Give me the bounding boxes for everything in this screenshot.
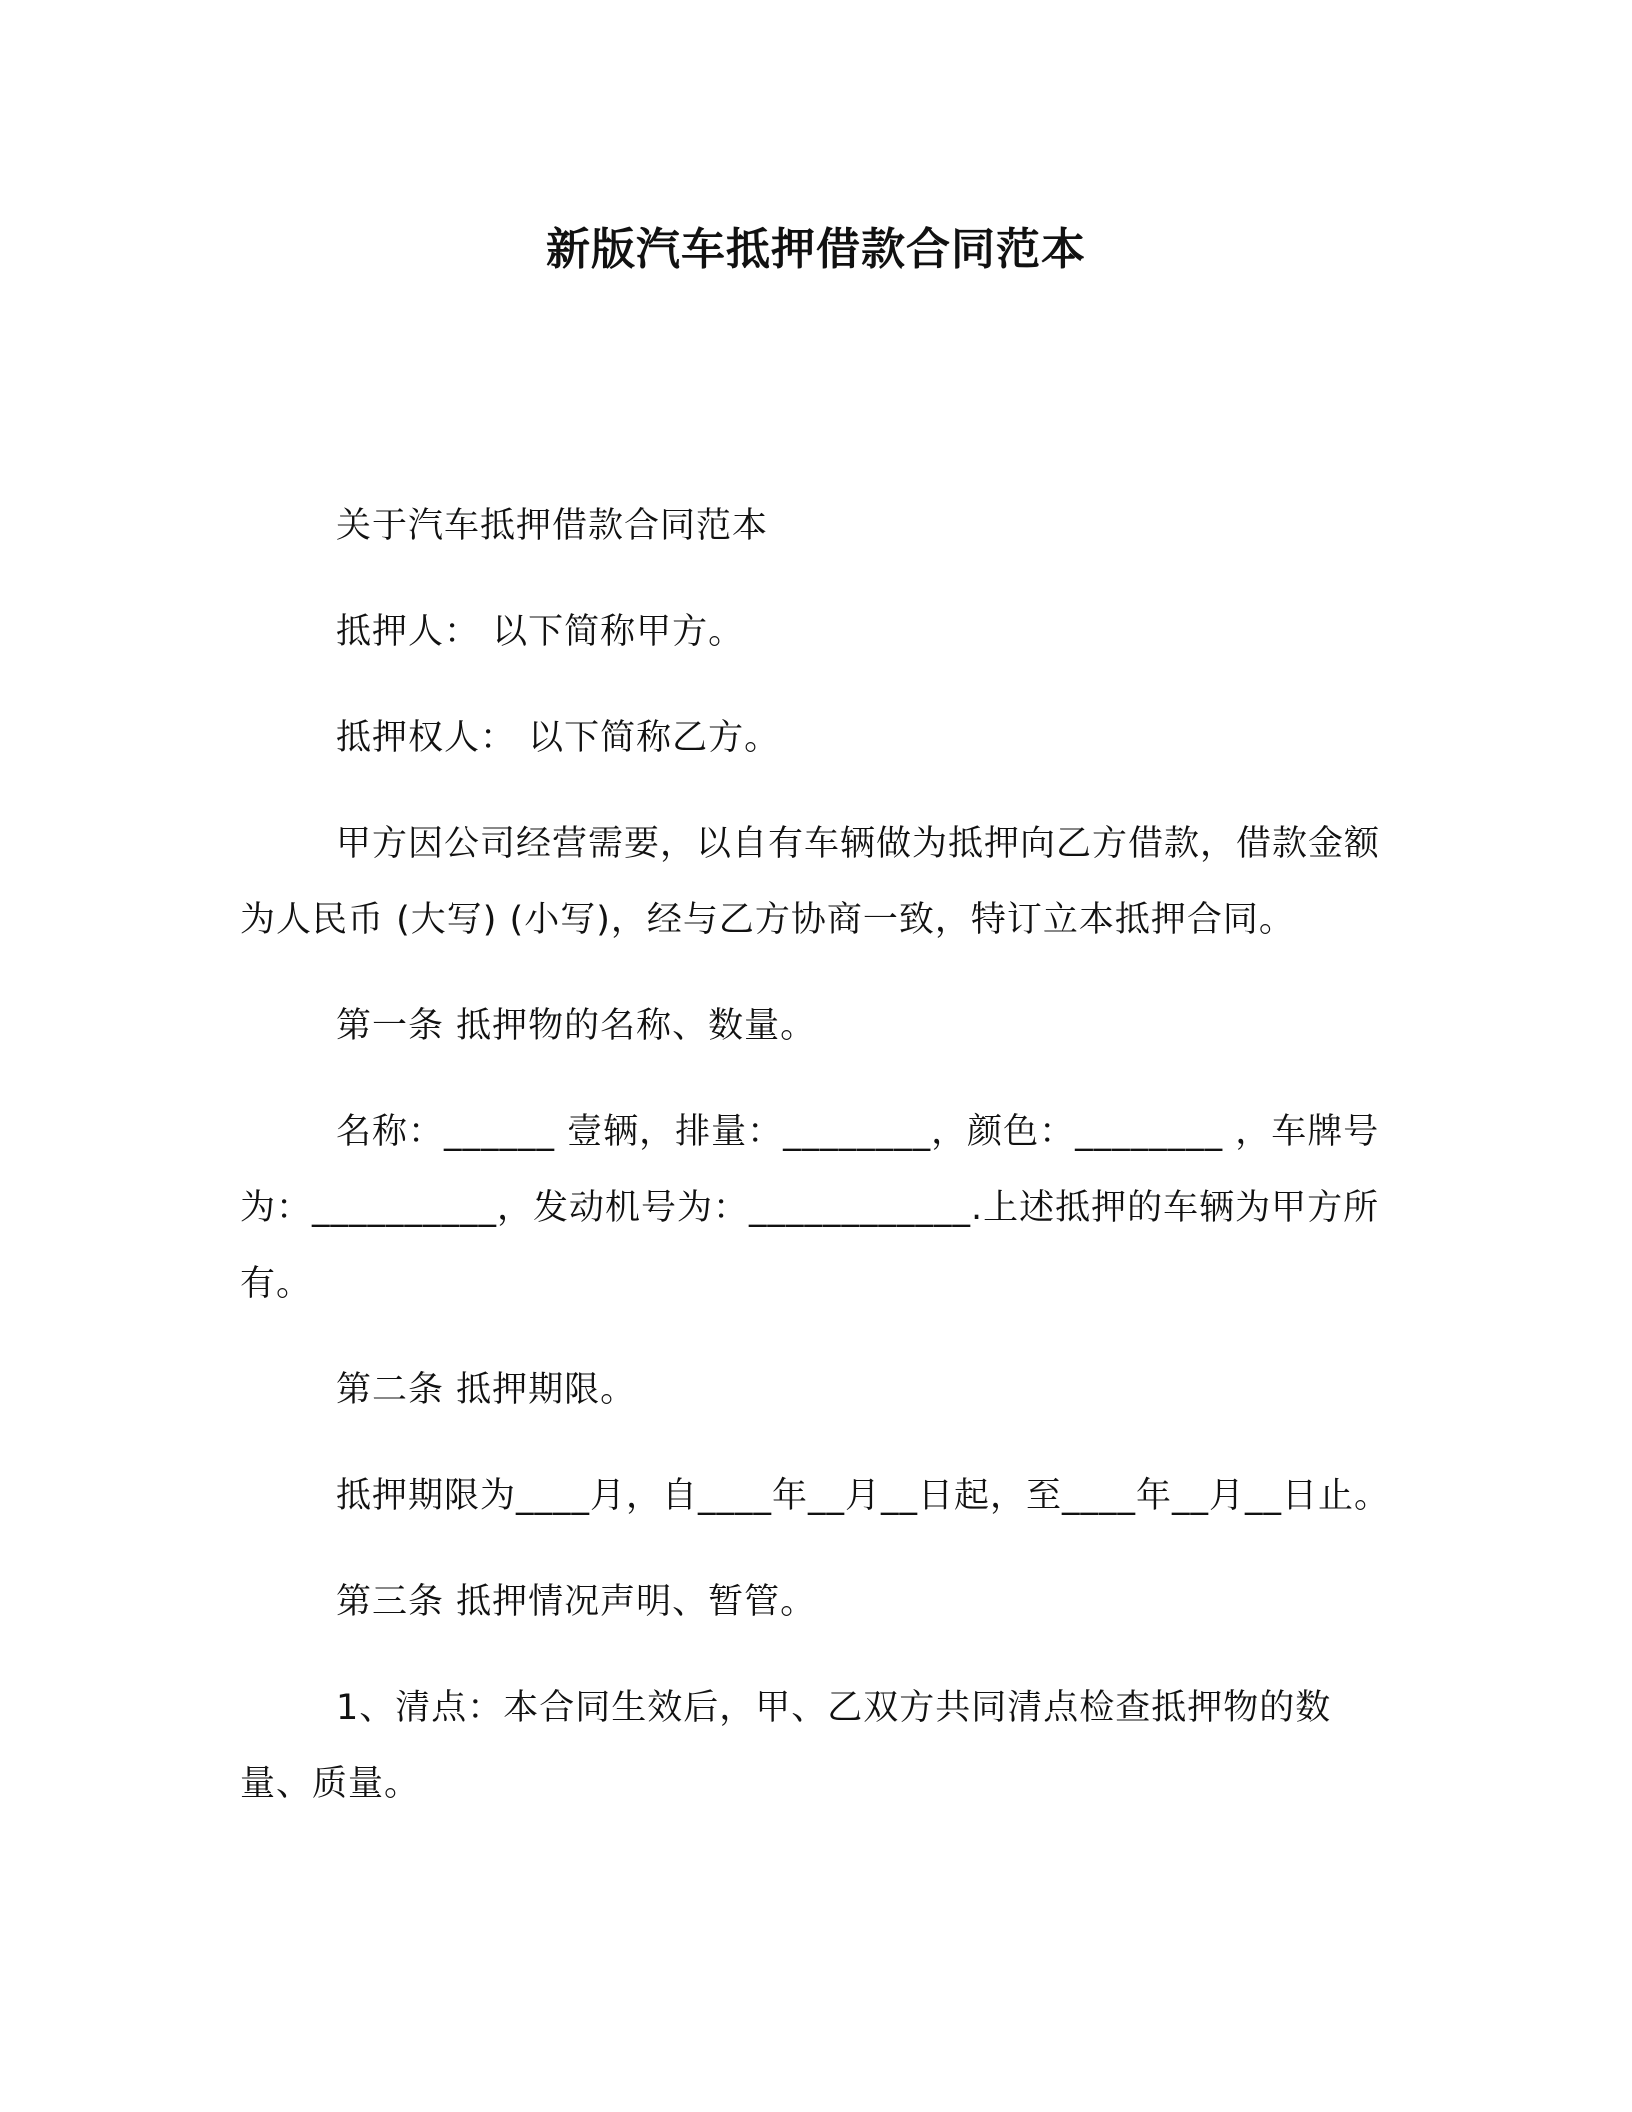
article-three-heading: 第三条 抵押情况声明、暂管。 bbox=[336, 1582, 817, 1622]
paragraph-vehicle-details: 名称：______ 壹辆，排量：________，颜色：________ ，车牌号为：__________，发动机号为：____________.上述抵押的车辆为甲方所有。 bbox=[240, 1112, 1380, 1304]
paragraph-mortgagor: 抵押人： 以下简称甲方。 bbox=[336, 612, 745, 652]
document-body bbox=[240, 488, 1390, 1822]
paragraph-inventory-check: 1、清点：本合同生效后，甲、乙双方共同清点检查抵押物的数量、质量。 bbox=[240, 1688, 1332, 1804]
document-title: 新版汽车抵押借款合同范本 bbox=[546, 224, 1086, 275]
paragraph-mortgage-period: 抵押期限为____月，自____年__月__日起，至____年__月__日止。 bbox=[336, 1476, 1391, 1516]
paragraph-mortgagee: 抵押权人： 以下简称乙方。 bbox=[336, 718, 781, 758]
paragraph-loan-purpose: 甲方因公司经营需要，以自有车辆做为抵押向乙方借款，借款金额为人民币 (大写) (小写)，经与乙方协商一致，特订立本抵押合同。 bbox=[240, 824, 1381, 940]
paragraph-heading: 关于汽车抵押借款合同范本 bbox=[336, 506, 769, 546]
article-two-heading: 第二条 抵押期限。 bbox=[336, 1370, 637, 1410]
article-one-heading: 第一条 抵押物的名称、数量。 bbox=[336, 1006, 817, 1046]
